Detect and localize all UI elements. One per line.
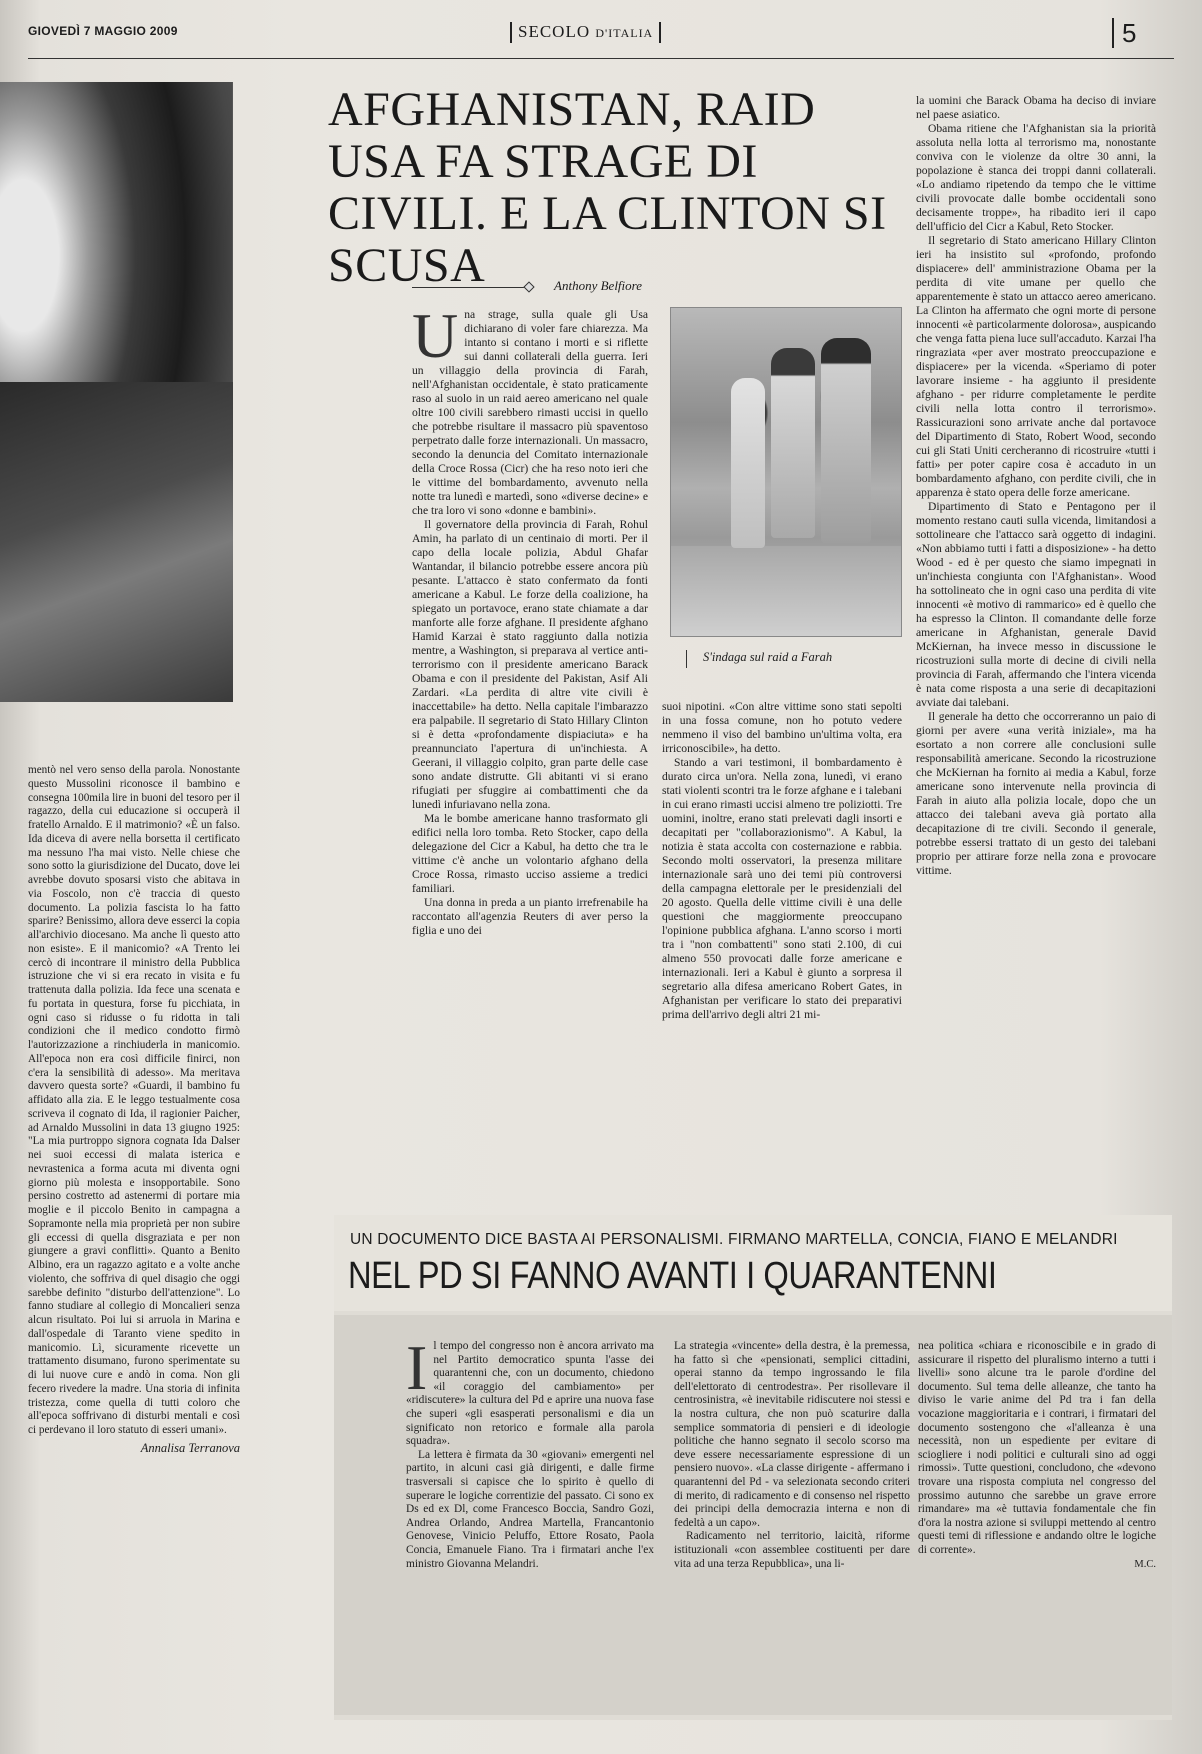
main-col1-para: Ma le bombe americane hanno trasformato gli edifici nella loro tomba. Reto Stocker, capo della delegazione del Cicr a Kabul, ha detto che tra le vittime c'è anche un volontario afghano della Croce Rossa, rimasto ucciso assieme a tredici familiari. (412, 812, 648, 895)
newspaper-name-suffix: D'ITALIA (595, 26, 654, 40)
side-article-column (28, 764, 240, 1730)
main-col1-para: Una donna in preda a un pianto irrefrenabile ha raccontato all'agenzia Reuters di aver perso la figlia e uno dei (412, 896, 648, 937)
box-dropcap: I (406, 1340, 428, 1403)
main-headline: AFGHANISTAN, RAID USA FA STRAGE DI CIVILI. E LA CLINTON SI SCUSA (328, 83, 887, 292)
main-article-col2 (662, 700, 902, 1164)
photo-caption: S'indaga sul raid a Farah (686, 650, 902, 668)
main-byline: Anthony Belfiore (554, 278, 642, 293)
box-article-col1 (406, 1340, 654, 1712)
main-col1-para: Il governatore della provincia di Farah, Rohul Amin, ha parlato di un centinaio di morti. Per il capo della locale polizia, Abdul Ghafar Wantandar, il bilancio potrebbe essere ancora più pesante. L'attacco è stato confermato da fonti americane a Kabul. Le forze della coalizione, ha spiegato un portavoce, erano state chiamate a dar manforte alle forze afghane. Il presidente afghano Hamid Karzai è stato raggiunto dalla notizia mentre, a Washington, si preparava al vertice anti-terrorismo con il presidente americano Barack Obama e con il presidente del Pakistan, Asif Ali Zardari. «La perdita di altre vite civili è inaccettabile» ha detto. Nella capitale l'imbarazzo era palpabile. Il segretario di Stato Hillary Clinton si è detta «profondamente dispiaciuta» e ha preannunciato l'apertura di un'inchiesta. A Geerani, il villaggio colpito, gran parte delle case sono andate distrutte. Gli abitanti vi si erano rifugiati per sfuggire ai combattimenti che da lunedì infuriavano nella zona. (412, 518, 648, 811)
main-article-col3 (916, 94, 1156, 1164)
box-col1-para: La lettera è firmata da 30 «giovani» emergenti nel partito, in alcuni casi già dirigenti, e dalle firme trasversali si capisce che lo spirito è quello di superare le logiche correntizie del passato. Ci sono ex Ds ed ex Dl, come Francesco Boccia, Sandro Gozi, Andrea Orlando, Andrea Martella, Francantonio Genovese, Vinicio Peluffo, Ettore Rosato, Paola Concia, Emanuele Fiano. Tra i firmatari anche l'ex ministro Giovanna Melandri. (406, 1448, 654, 1570)
box-col1-para (406, 1340, 654, 1449)
photo-figure (821, 338, 871, 543)
issue-date: GIOVEDÌ 7 MAGGIO 2009 (28, 24, 178, 38)
box-col2-para: Radicamento nel territorio, laicità, riforme istituzionali «con assemblee costituenti per dare vita ad una terza Repubblica», una li- (674, 1530, 910, 1570)
portrait-photo (0, 82, 233, 702)
main-col1-para-text: na strage, sulla quale gli Usa dichiarano di voler fare chiarezza. Ma intanto si contano i morti e si riflette sui danni collaterali della guerra. Ieri un villaggio della provincia di Farah, nell'Afghanistan occidentale, è stato praticamente raso al suolo in un raid aereo americano nel quale oltre 100 civili sarebbero rimasti uccisi in quello che potrebbe risultare il massacro più spaventoso perpetrato dalle forze internazionali. Un massacro, secondo la denuncia del Comitato internazionale della Croce Rossa (Cicr) che ha reso noto ieri che le vittime del bombardamento, avvenuto nella notte tra lunedì e martedì, sono «diverse decine» e che tra loro vi sono «donne e bambini». (412, 308, 648, 517)
box-article-col3 (918, 1340, 1156, 1712)
masthead (0, 18, 1202, 54)
main-col2-para: Stando a vari testimoni, il bombardamento è durato circa un'ora. Nella zona, lunedì, vi erano stati violenti scontri tra le forze afghane e i talebani in cui erano rimasti uccisi almeno tre poliziotti. Tre uomini, inoltre, erano stati prelevati dagli insorti e decapitati per "collaborazionismo". A Kabul, la notizia è stata accolta con costernazione e rabbia. Secondo molti osservatori, la presenza militare internazionale sarà uno dei temi più controversi della campagna elettorale per le presidenziali del 20 agosto. Quella delle vittime civili è una delle questioni che maggiormente preoccupano l'opinione pubblica afghana. L'anno scorso i morti tra i "non combattenti" sono stati 2.100, di cui almeno 550 provocati dalle forze americane e internazionali. Ieri a Kabul è giunto a sorpresa il segretario alla difesa americano Robert Gates, in Afghanistan per verificare lo stato dei preparativi prima dell'arrivo degli altri 21 mi- (662, 756, 902, 1021)
page-number: 5 (1112, 18, 1136, 48)
main-col3-para: Il generale ha detto che occorreranno un paio di giorni per avere «una verità iniziale», ma ha esortato a non correre alle conclusioni sulle responsabilità americane. Secondo la ricostruzione che McKiernan ha fornito ai media a Kabul, forze americane sono intervenute nella provincia di Farah in aiuto alla polizia locale, dopo che un attacco dei talebani aveva già portato alla decapitazione di tre civili. Secondo il generale, potrebbe essersi trattato di un gesto dei talebani proprio per attirare forze nella zona e provocare vittime. (916, 710, 1156, 877)
box-col2-para: La strategia «vincente» della destra, è la premessa, ha fatto sì che «pensionati, semplici cittadini, operai stanno da tempo ingrossando le fila dell'elettorato di centrodestra». Per risollevare il centrosinistra, «è inevitabile ridiscutere noi stessi e la nostra cultura, che non può scaturire dalla semplice sommatoria di pensieri e di ideologie politiche che hanno segnato il secolo scorso ma deve essere necessariamente espressione di un pensiero nuovo». «La classe dirigente - affermano i quarantenni del Pd - va selezionata secondo criteri di merito, di radicamento e di consenso nel rispetto dei principi della democrazia interna e non di fedeltà a un capo». (674, 1340, 910, 1529)
box-title: NEL PD SI FANNO AVANTI I QUARANTENNI (348, 1255, 997, 1297)
portrait-photo-suit (0, 382, 233, 702)
photo-figure (771, 348, 815, 538)
box-signature: M.C. (1134, 1558, 1156, 1570)
box-col1-para-text: l tempo del congresso non è ancora arrivato ma nel Partito democratico spunta l'asse dei quarantenni che, con un documento, chiedono «il coraggio del cambiamento» per «ridiscutere» la cultura del Pd e aprire una nuova fase che superi «gli esasperati personalismi e dia un significato non retorico e formale alla parola squadra». (406, 1340, 654, 1448)
main-dropcap: U (412, 308, 459, 371)
newspaper-name-main: SECOLO (518, 22, 591, 41)
masthead-rule (28, 58, 1174, 59)
box-kicker: UN DOCUMENTO DICE BASTA AI PERSONALISMI. FIRMANO MARTELLA, CONCIA, FIANO E MELANDRI (350, 1231, 1118, 1248)
main-col3-para: Dipartimento di Stato e Pentagono per il momento restano cauti sulla vicenda, limitandosi a sottolineare che l'attacco sarà oggetto di indagini. «Non abbiamo tutti i fatti a disposizione» - ha detto Wood - ed è per questo che siamo impegnati in un'inchiesta congiunta con l'Afghanistan». Wood ha sottolineato che in ogni caso una perdita di vite innocenti «è motivo di rammarico» ed è quello che ha espresso la Clinton. Il comandante delle forze americane in Afghanistan, generale David McKiernan, ha invece messo in discussione le ricostruzioni sulla morte di decine di civili nella provincia di Farah, affermando che l'intera vicenda è nata come risposta a una serie di decapitazioni avviate dai talebani. (916, 500, 1156, 709)
photo-figure (731, 378, 765, 548)
box-article-col2 (674, 1340, 910, 1712)
main-col3-para: Obama ritiene che l'Afghanistan sia la priorità assoluta nella lotta al terrorismo ma, nonostante conviva con le violenze da oltre 30 anni, la popolazione è stanca dei troppi danni collaterali. «Lo andiamo ripetendo da tempo che le vittime civili provocate dalle bombe occidentali sono decisamente troppe», ha ribadito ieri il capo dell'ufficio del Cicr a Kabul, Reto Stocker. (916, 122, 1156, 233)
main-col2-para: suoi nipotini. «Con altre vittime sono stati sepolti in una fossa comune, non ho potuto vedere nemmeno il viso del bambino un'ultima volta, era irriconoscibile», ha detto. (662, 700, 902, 755)
main-col3-para: la uomini che Barack Obama ha deciso di inviare nel paese asiatico. (916, 94, 1156, 121)
main-article-photo (670, 307, 902, 637)
main-col3-para: Il segretario di Stato americano Hillary Clinton ieri ha insistito sul «profondo, profondo dispiacere» dell' amministrazione Obama per la perdita di vite umane per quello che apparentemente è stato un attacco aereo americano. La Clinton ha affermato che ogni morte di persone innocenti «è particolarmente dolorosa», auspicando che venga fatta piena luce sull'accaduto. Karzai l'ha ringraziata «per aver mostrato preoccupazione e dispiacere» per la vicenda. «Speriamo di poter lavorare insieme - ha aggiunto il presidente afghano - per ridurre completamente le perdite civili nella lotta contro il terrorismo». Rassicurazioni sono arrivate anche dal portavoce del Dipartimento di Stato, Robert Wood, secondo cui gli Stati Uniti cercheranno di ricostruire «tutti i fatti» per poter capire cosa è accaduto in un bombardamento afghano, con perdite civili, che in apparenza è stato opera delle forze americane. (916, 234, 1156, 499)
side-article-author: Annalisa Terranova (140, 1440, 240, 1455)
box-col3-para: nea politica «chiara e riconoscibile e in grado di assicurare il rispetto del pluralismo interno a tutti i livelli» sono alcune tra le parole d'ordine del documento. Sul tema delle alleanze, che tanto ha diviso le varie anime del Pd tra i fan della vocazione maggioritaria e i contrari, i firmatari del documento sostengono che «l'alleanza è una necessità, non un espediente per evitare di sciogliere i nodi politici e culturali sino ad oggi rimossi». Tutte questioni, concludono, che «devono trovare una risposta compiuta nel congresso del prossimo autunno che sarebbe un grave errore rimandare» ma «è tuttavia fondamentale che fin d'ora la nostra azione si sviluppi mettendo al centro questi temi di riflessione e andando oltre le logiche di corrente». (918, 1340, 1156, 1556)
main-article-col1 (412, 308, 648, 1164)
side-article-text: mentò nel vero senso della parola. Nonostante questo Mussolini riconosce il bambino e consegna 100mila lire in buoni del tesoro per il ragazzo, della cui educazione si occuperà il fratello Arnaldo. E il matrimonio? «È un falso. Ida diceva di avere nella borsetta il certificato ma nessuno l'ha mai visto. Nelle chiese che sono sotto la giurisdizione del Ducato, dove lei avrebbe dovuto sposarsi visto che abitava in via Foscolo, non c'è traccia di questo documento. La polizia fascista lo ha fatto sparire? Benissimo, allora deve esserci la copia all'archivio diocesano. Ma anche lì questo atto non esiste». E il manicomio? «A Trento lei cercò di incontrare il ministro della Pubblica istruzione che vi si era recato in visita e fu trattenuta dalla polizia. Ida fece una scenata e fu portata in questura, forse fu picchiata, in ogni caso si ridusse o fu ridotta in tali condizioni che il medico condotto firmò l'autorizzazione a rinchiuderla in manicomio. All'epoca non era così difficile finirci, non c'era la sensibilità di adesso». Ma meritava davvero questa sorte? «Guardi, il bambino fu affidato alla zia. E le leggo testualmente cosa scriveva il cognato di Ida, il ragionier Paicher, ad Arnaldo Mussolini in data 13 giugno 1925: "La mia purtroppo signora cognata Ida Dalser nei suoi eccessi di malata isterica e nevrastenica a forma acuta mi diventa ogni giorno più molesta e insopportabile. Sono persino costretto ad astenermi di portare mia moglie e il piccolo Benito in campagna a Sopramonte nella mia proprietà per non subire gli eccessi di quella disgraziata e per non giungere a gravi conflitti». Quanto a Benito Albino, era un ragazzo agitato e a volte anche violento, che soffriva di quel disagio che oggi sarebbe definito "disturbo dell'attenzione". Lo fanno studiare al collegio di Moncalieri senza alcun risultato. Poi lui si arruola in Marina e dall'ospedale di Taranto viene spedito in manicomio. Lì, sicuramente ricevette un trattamento disumano, furono sperimentate su di lui nuove cure e andò in coma. Non gli fecero rivedere la madre. Una storia di infinita tristezza, come quella di tutti coloro che all'epoca soffrivano di disturbi mentali e così ci perdevano il loro statuto di esseri umani». (28, 764, 240, 1436)
newspaper-name (510, 22, 661, 43)
main-col1-para (412, 308, 648, 518)
photo-ground (671, 546, 901, 636)
